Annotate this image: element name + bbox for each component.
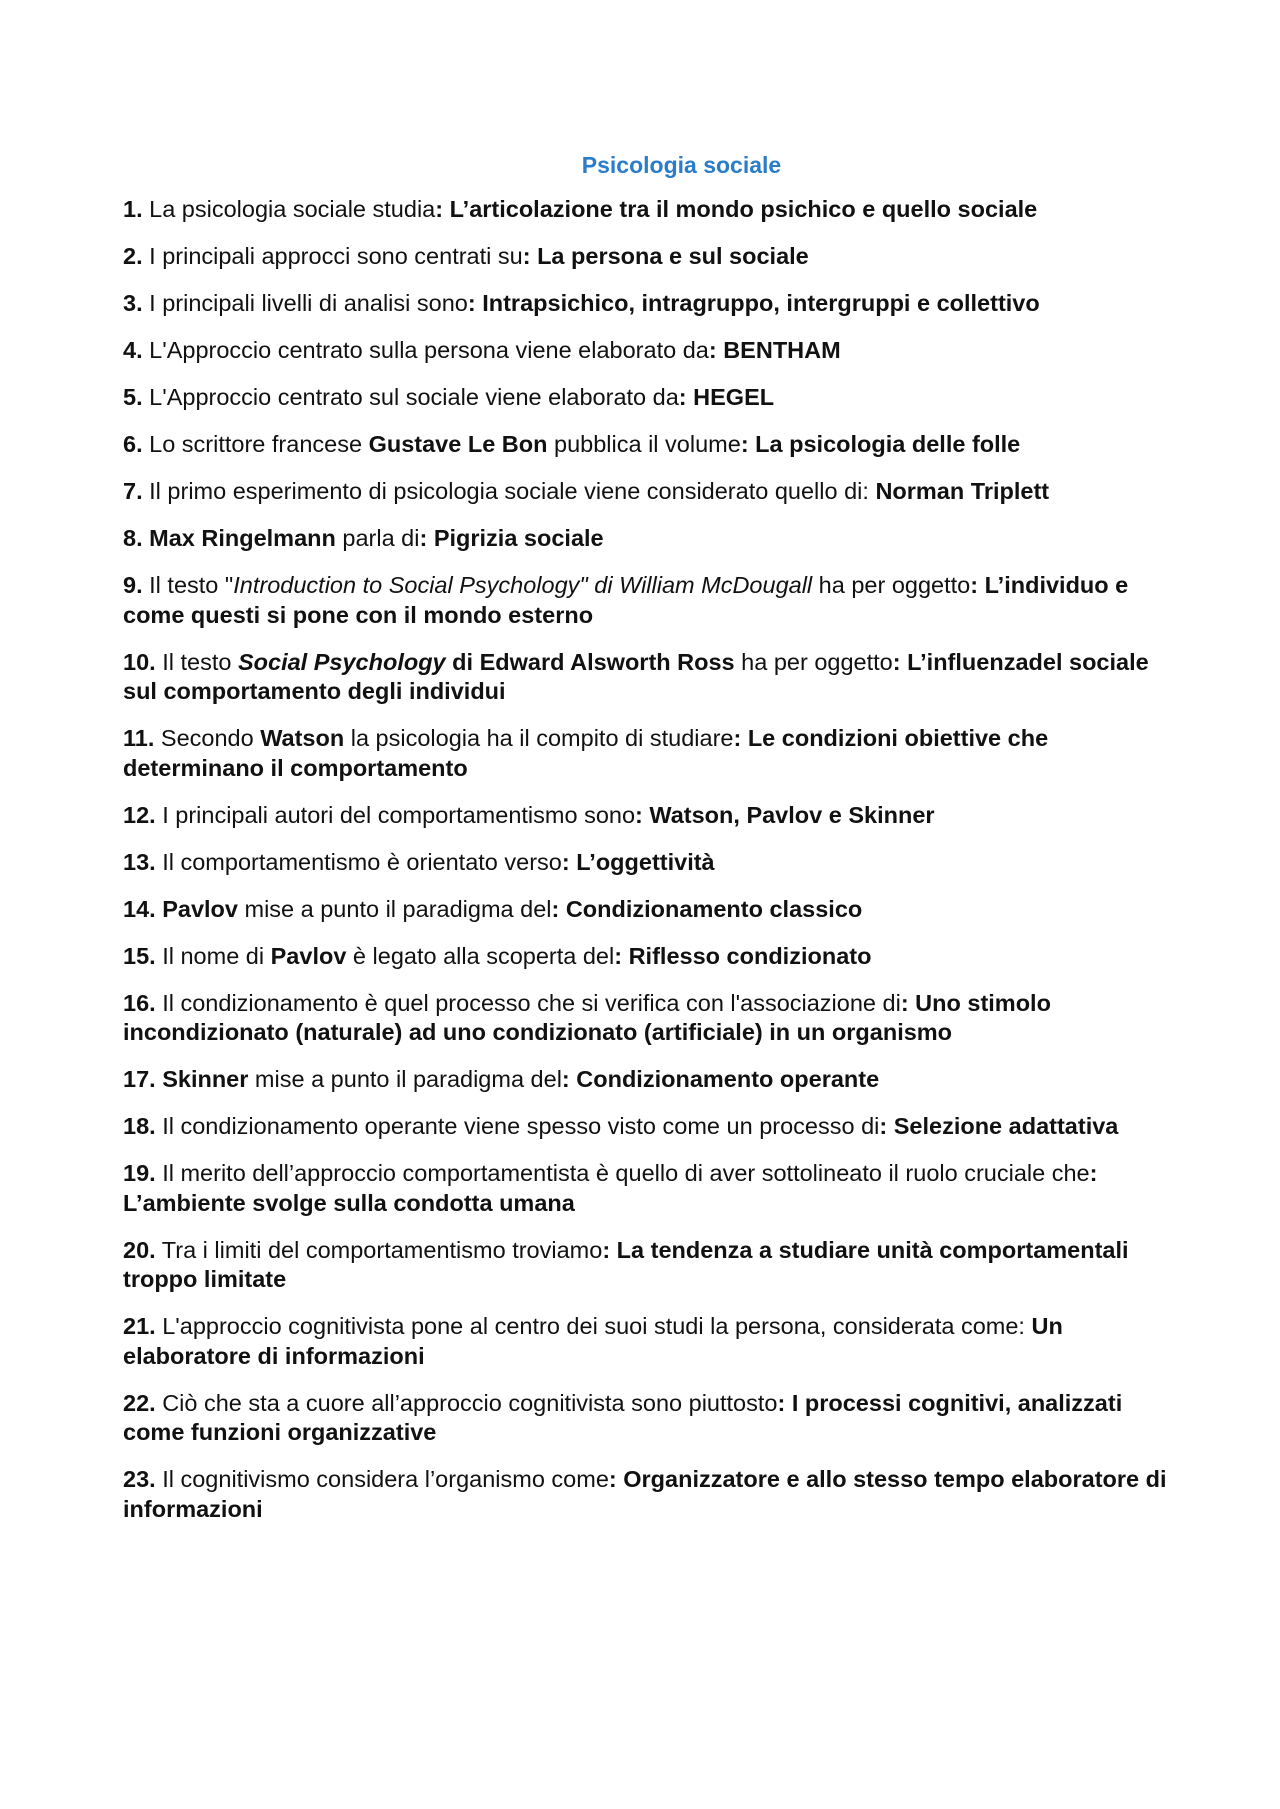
emphasis-text: 21. bbox=[123, 1313, 156, 1339]
emphasis-text: 2. bbox=[123, 243, 143, 269]
question-item bbox=[123, 1389, 1170, 1448]
question-item bbox=[123, 571, 1170, 630]
emphasis-text: 7. bbox=[123, 478, 143, 504]
question-text: L'Approccio centrato sul sociale viene elaborato da bbox=[142, 384, 679, 410]
emphasis-text: 10. bbox=[123, 648, 156, 675]
emphasis-text: 6. bbox=[123, 431, 143, 457]
emphasis-text: 12. bbox=[123, 801, 156, 828]
emphasis-text: 3. bbox=[123, 290, 143, 316]
question-item bbox=[123, 336, 1170, 366]
question-item bbox=[123, 383, 1170, 413]
emphasis-text: 5. bbox=[123, 384, 143, 410]
question-text: Il nome di bbox=[155, 942, 271, 969]
question-text: I principali autori del comportamentismo sono bbox=[155, 801, 636, 828]
emphasis-text: 17. Skinner bbox=[123, 1066, 249, 1092]
question-item bbox=[123, 430, 1170, 460]
question-list bbox=[123, 195, 1170, 1524]
question-item bbox=[123, 524, 1170, 554]
question-text: la psicologia ha il compito di studiare bbox=[344, 725, 734, 751]
emphasis-text: 15. bbox=[123, 942, 156, 969]
question-item bbox=[123, 942, 1170, 972]
question-text: pubblica il volume bbox=[547, 431, 741, 457]
question-item bbox=[123, 1065, 1170, 1095]
emphasis-text: 23. bbox=[123, 1466, 156, 1492]
question-item bbox=[123, 724, 1170, 783]
question-item bbox=[123, 801, 1170, 831]
question-text: Lo scrittore francese bbox=[142, 431, 369, 457]
emphasis-text: : I processi cognitivi, analizzati come funzioni organizzative bbox=[123, 1389, 1123, 1445]
emphasis-text: 4. bbox=[123, 337, 143, 363]
question-text: Il testo " bbox=[142, 572, 234, 598]
emphasis-text: 1. bbox=[123, 196, 143, 222]
question-item bbox=[123, 989, 1170, 1048]
emphasis-text: 18. bbox=[123, 1113, 156, 1139]
emphasis-text: : L’articolazione tra il mondo psichico e quello sociale bbox=[435, 196, 1038, 222]
emphasis-text: : Selezione adattativa bbox=[879, 1113, 1119, 1139]
emphasis-text: : HEGEL bbox=[678, 384, 775, 410]
emphasis-text: : Pigrizia sociale bbox=[419, 525, 604, 551]
emphasis-text: : BENTHAM bbox=[708, 337, 841, 363]
question-item bbox=[123, 1465, 1170, 1524]
emphasis-text: 20. bbox=[123, 1236, 156, 1263]
emphasis-text: di Edward Alsworth Ross bbox=[445, 648, 735, 675]
question-item bbox=[123, 1112, 1170, 1142]
question-text: L'Approccio centrato sulla persona viene elaborato da bbox=[142, 337, 709, 363]
page-title: Psicologia sociale bbox=[581, 152, 782, 178]
emphasis-text: 9. bbox=[123, 572, 143, 598]
emphasis-text: 19. bbox=[123, 1160, 156, 1186]
question-text: Tra i limiti del comportamentismo troviamo bbox=[155, 1236, 603, 1263]
question-text: Il condizionamento operante viene spesso visto come un processo di bbox=[155, 1113, 880, 1139]
emphasis-text: : Riflesso condizionato bbox=[614, 942, 872, 969]
question-text: Il comportamentismo è orientato verso bbox=[155, 848, 562, 875]
question-text: Il cognitivismo considera l’organismo come bbox=[155, 1466, 609, 1492]
question-item bbox=[123, 1236, 1170, 1295]
emphasis-text: 13. bbox=[123, 848, 156, 875]
emphasis-text: Social Psychology bbox=[237, 648, 446, 675]
emphasis-text: 14. Pavlov bbox=[123, 895, 238, 922]
emphasis-text: Introduction to Social Psychology" di William McDougall bbox=[233, 572, 813, 598]
emphasis-text: Gustave Le Bon bbox=[368, 431, 548, 457]
emphasis-text: : Intrapsichico, intragruppo, intergruppi e collettivo bbox=[467, 290, 1040, 316]
question-text: ha per oggetto bbox=[734, 648, 893, 675]
emphasis-text: : Uno stimolo incondizionato (naturale) ad uno condizionato (artificiale) in un organismo bbox=[123, 989, 1051, 1045]
question-text: mise a punto il paradigma del bbox=[248, 1066, 562, 1092]
question-text: Ciò che sta a cuore all’approccio cognitivista sono piuttosto bbox=[155, 1389, 778, 1416]
emphasis-text: 8. Max Ringelmann bbox=[123, 525, 336, 551]
question-text: è legato alla scoperta del bbox=[346, 942, 615, 969]
question-text: mise a punto il paradigma del bbox=[237, 895, 552, 922]
question-text: I principali livelli di analisi sono bbox=[142, 290, 468, 316]
emphasis-text: : Le condizioni obiettive che determinano il comportamento bbox=[123, 725, 1049, 781]
question-item bbox=[123, 895, 1170, 925]
question-item bbox=[123, 289, 1170, 319]
question-text: I principali approcci sono centrati su bbox=[142, 243, 523, 269]
emphasis-text: 16. bbox=[123, 989, 156, 1016]
question-item bbox=[123, 848, 1170, 878]
emphasis-text: : Condizionamento operante bbox=[561, 1066, 880, 1092]
question-text: La psicologia sociale studia bbox=[142, 196, 436, 222]
question-text: Il merito dell’approccio comportamentista è quello di aver sottolineato il ruolo cruciale che bbox=[155, 1160, 1090, 1186]
emphasis-text: Pavlov bbox=[270, 942, 347, 969]
question-text: ha per oggetto bbox=[812, 572, 971, 598]
question-text: Il primo esperimento di psicologia sociale viene considerato quello di: bbox=[142, 478, 876, 504]
emphasis-text: : L’influenzadel sociale sul comportamento degli individui bbox=[123, 648, 1149, 704]
emphasis-text: Un elaboratore di informazioni bbox=[123, 1313, 1063, 1369]
question-text: Secondo bbox=[154, 725, 261, 751]
question-text: parla di bbox=[335, 525, 420, 551]
question-text: Il condizionamento è quel processo che si verifica con l'associazione di bbox=[155, 989, 901, 1016]
emphasis-text: Watson bbox=[260, 725, 345, 751]
emphasis-text: : Watson, Pavlov e Skinner bbox=[635, 801, 935, 828]
question-item bbox=[123, 1159, 1170, 1218]
emphasis-text: : La tendenza a studiare unità comportamentali troppo limitate bbox=[123, 1236, 1129, 1292]
question-item bbox=[123, 1312, 1170, 1371]
question-item bbox=[123, 242, 1170, 272]
emphasis-text: : Condizionamento classico bbox=[551, 895, 863, 922]
question-item bbox=[123, 648, 1170, 707]
question-text: Il testo bbox=[155, 648, 238, 675]
emphasis-text: : L’ambiente svolge sulla condotta umana bbox=[123, 1160, 1098, 1216]
emphasis-text: : L’individuo e come questi si pone con il mondo esterno bbox=[123, 572, 1129, 628]
emphasis-text: : La persona e sul sociale bbox=[522, 243, 809, 269]
question-item bbox=[123, 195, 1170, 225]
question-item bbox=[123, 477, 1170, 507]
emphasis-text: : Organizzatore e allo stesso tempo elaboratore di informazioni bbox=[123, 1466, 1167, 1522]
question-text: L'approccio cognitivista pone al centro dei suoi studi la persona, considerata come: bbox=[155, 1313, 1032, 1339]
emphasis-text: : L’oggettività bbox=[561, 848, 715, 875]
emphasis-text: Norman Triplett bbox=[875, 478, 1050, 504]
emphasis-text: 11. bbox=[123, 725, 155, 751]
emphasis-text: : La psicologia delle folle bbox=[740, 431, 1021, 457]
emphasis-text: 22. bbox=[123, 1389, 156, 1416]
